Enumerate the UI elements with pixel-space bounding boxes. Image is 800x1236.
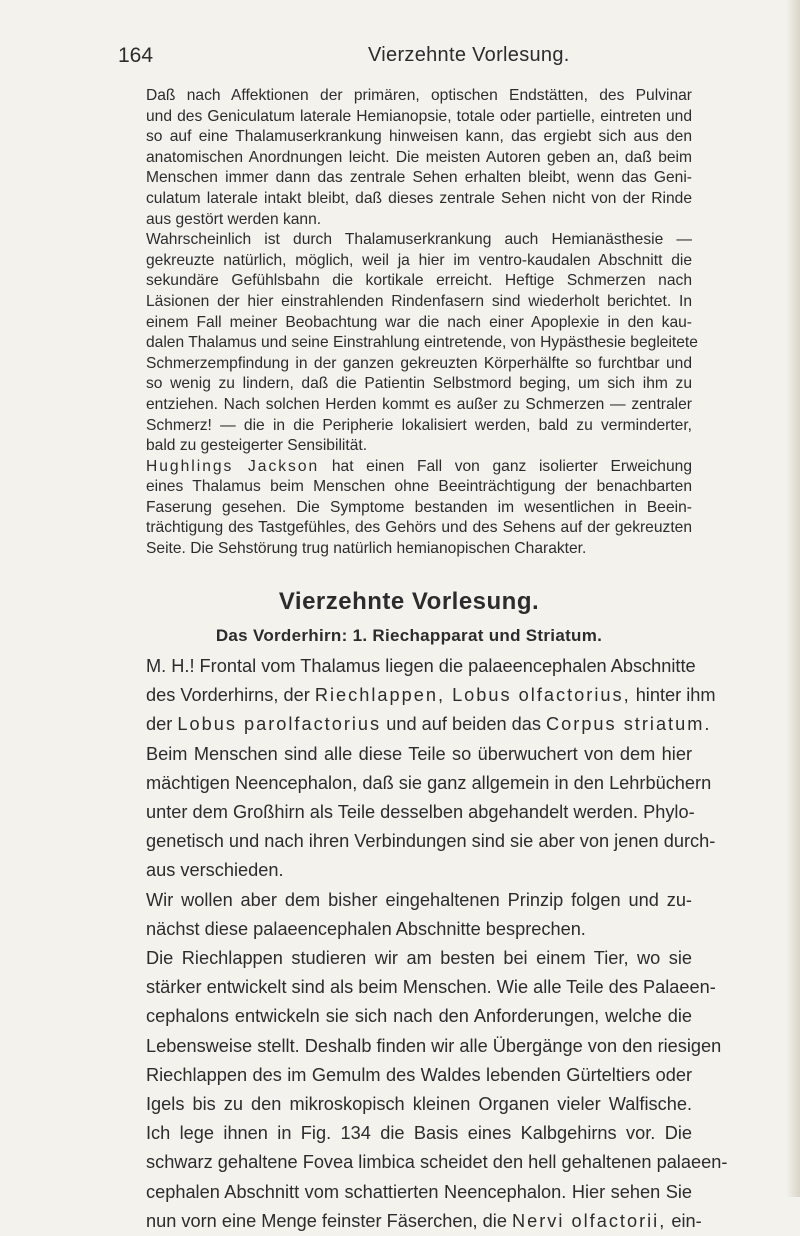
paragraph-hemianaesthesie	[126, 230, 698, 457]
text-line: entziehen. Nach solchen Herden kommt es außer zu Schmerzen — zentraler	[146, 395, 692, 413]
text-line: mächtigen Neencephalon, daß sie ganz allgemein in den Lehrbüchern	[146, 772, 712, 793]
text-line: bald zu gesteigerter Sensibilität.	[146, 437, 368, 455]
text-fragment: nun vorn eine Menge feinster Fäserchen, die	[146, 1210, 507, 1231]
text-line: Seite. Die Sehstörung trug natürlich hemianopischen Charakter.	[146, 540, 587, 558]
text-fragment: ein-	[671, 1210, 702, 1231]
text-line: schwarz gehaltene Fovea limbica scheidet den hell gehaltenen palaeen-	[146, 1152, 728, 1173]
text-line: eines Thalamus beim Menschen ohne Beeinträchtigung der benachbarten	[146, 478, 692, 496]
main-text-section	[126, 652, 728, 1236]
text-line	[126, 710, 712, 739]
paragraph-prinzip	[126, 886, 692, 944]
text-line	[126, 1207, 702, 1236]
text-line: so wenig zu lindern, daß die Patientin Selbstmord beging, um sich ihm zu	[146, 375, 692, 393]
text-line: aus verschieden.	[146, 860, 284, 881]
text-line: Läsionen der hier einstrahlenden Rindenfasern sind wiederholt berichtet. In	[146, 292, 692, 310]
page-header	[118, 44, 698, 70]
text-line: dalen Thalamus und seine Einstrahlung eintretende, von Hypästhesie begleitete	[146, 334, 698, 352]
text-line: Schmerzempfindung in der ganzen gekreuzten Körperhälfte so furchtbar und	[146, 354, 692, 372]
text-line: Daß nach Affektionen der primären, optischen Endstätten, des Pulvinar	[146, 87, 692, 104]
text-line: sekundäre Gefühlsbahn die kortikale erreicht. Heftige Schmerzen nach	[146, 272, 692, 290]
term-lobus-parolfactorius: Lobus parolfactorius	[177, 714, 382, 735]
text-line: culatum laterale intakt bleibt, daß dieses zentrale Sehen nicht von der Rinde	[146, 189, 692, 207]
text-line: anatomischen Anordnungen leicht. Die meisten Autoren geben an, daß beim	[146, 148, 692, 166]
text-fragment: der	[146, 714, 173, 735]
text-line: Ich lege ihnen in Fig. 134 die Basis eines Kalbgehirns vor. Die	[146, 1123, 692, 1144]
text-fragment: und auf beiden das	[386, 714, 541, 735]
text-line: Menschen immer dann das zentrale Sehen erhalten bleibt, wenn das Geni-	[146, 169, 692, 187]
paragraph-riechlappen	[126, 944, 728, 1236]
text-line: cephalons entwickeln sie sich nach den Anforderungen, welche die	[146, 1006, 692, 1027]
paragraph-jackson	[126, 457, 692, 560]
text-line: cephalen Abschnitt vom schattierten Neencephalon. Hier sehen Sie	[146, 1181, 692, 1202]
text-line: trächtigung des Tastgefühles, des Gehörs und des Sehens auf der gekreuzten	[146, 519, 692, 537]
text-line: unter dem Großhirn als Teile desselben abgehandelt werden. Phylo-	[146, 802, 695, 823]
text-line: Faserung gesehen. Die Symptome bestanden im wesentlichen in Beein-	[146, 498, 692, 516]
term-riechlappen: Riechlappen, Lobus olfactorius,	[314, 685, 631, 706]
small-print-section	[126, 86, 698, 560]
text-line: einem Fall meiner Beobachtung war die nach einer Apoplexie in den kau-	[146, 313, 692, 331]
text-line: Riechlappen des im Gemulm des Waldes lebenden Gürteltiers oder	[146, 1064, 692, 1085]
text-line: Wir wollen aber dem bisher eingehaltenen Prinzip folgen und zu-	[146, 889, 692, 910]
chapter-title: Vierzehnte Vorlesung.	[278, 588, 540, 615]
text-line: genetisch und nach ihren Verbindungen sind sie aber von jenen durch-	[146, 831, 716, 852]
text-line: und des Geniculatum laterale Hemianopsie, totale oder partielle, eintreten und	[146, 107, 692, 125]
text-fragment: des Vorderhirns, der	[146, 685, 310, 706]
text-line: gekreuzte natürlich, möglich, weil ja hier im ventro-kaudalen Abschnitt die	[146, 251, 692, 269]
text-line	[126, 457, 692, 478]
term-nervi-olfactorii: Nervi olfactorii,	[512, 1210, 667, 1231]
text-line: M. H.! Frontal vom Thalamus liegen die palaeencephalen Abschnitte	[146, 656, 696, 676]
text-line: nächst diese palaeencephalen Abschnitte besprechen.	[146, 918, 586, 939]
text-line: aus gestört werden kann.	[146, 210, 322, 228]
paragraph-affektionen	[126, 86, 692, 230]
text-line: Lebensweise stellt. Deshalb finden wir alle Übergänge von den riesigen	[146, 1035, 722, 1056]
author-name: Hughlings Jackson	[146, 457, 320, 475]
text-line: Wahrscheinlich ist durch Thalamuserkrankung auch Hemianästhesie —	[146, 231, 692, 249]
text-line: Die Riechlappen studieren wir am besten bei einem Tier, wo sie	[146, 948, 692, 969]
text-fragment: hinter ihm	[635, 685, 716, 706]
running-head: Vierzehnte Vorlesung.	[368, 44, 570, 66]
text-line: Schmerz! — die in die Peripherie lokalisiert werden, bald zu verminderter,	[146, 416, 692, 434]
text-line: so auf eine Thalamuserkrankung hinweisen kann, das ergiebt sich aus den	[146, 128, 692, 146]
page-number: 164	[118, 44, 154, 67]
chapter-subtitle: Das Vorderhirn: 1. Riechapparat und Striatum.	[215, 626, 603, 645]
term-corpus-striatum: Corpus striatum.	[546, 714, 712, 735]
text-line	[126, 681, 716, 710]
text-line: stärker entwickelt sind als beim Menschen. Wie alle Teile des Palaeen-	[146, 977, 716, 998]
paragraph-intro	[126, 652, 716, 886]
page-edge-shadow	[786, 0, 800, 1197]
text-line: Beim Menschen sind alle diese Teile so überwuchert von dem hier	[146, 743, 692, 764]
text-fragment: hat einen Fall von ganz isolierter Erweichung	[331, 457, 692, 475]
text-line: Igels bis zu den mikroskopisch kleinen Organen vieler Walfische.	[146, 1094, 692, 1115]
